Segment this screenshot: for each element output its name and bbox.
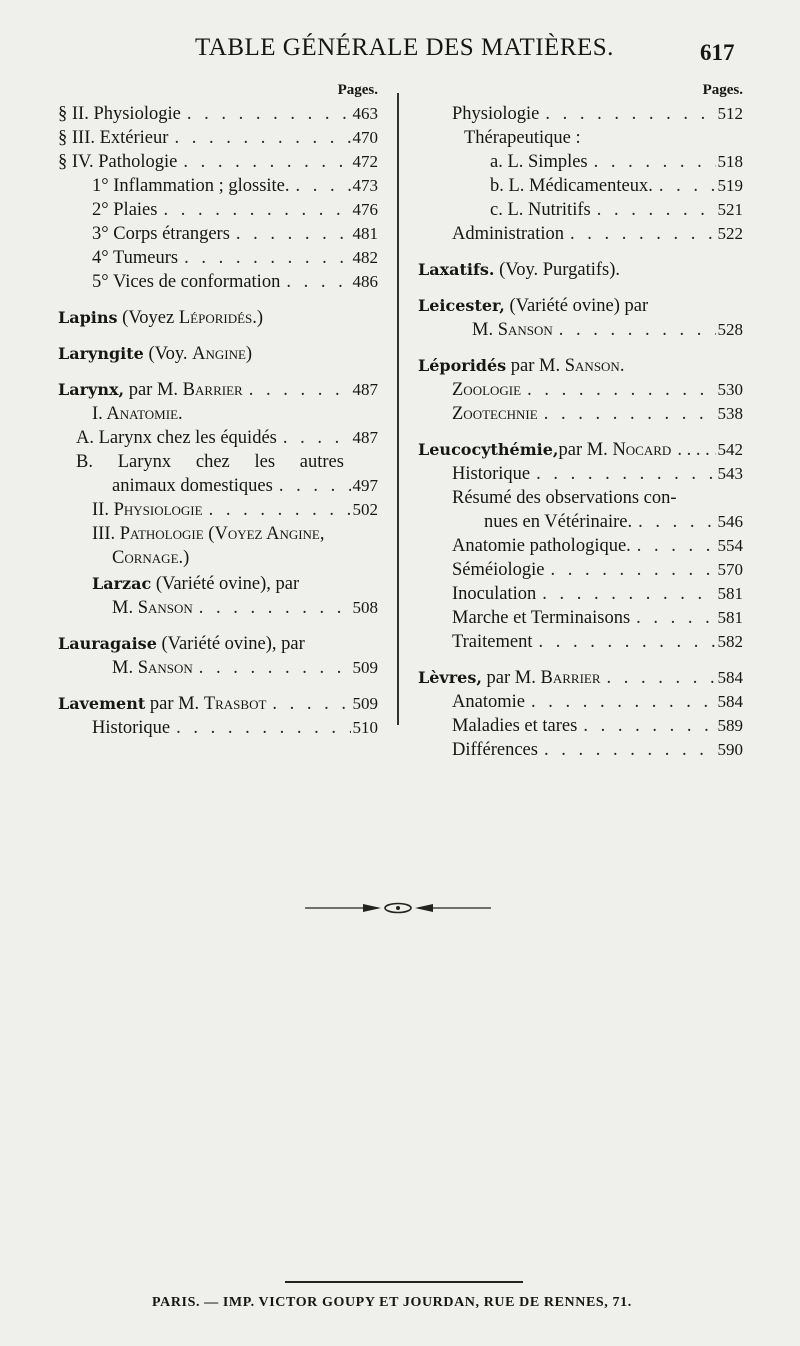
toc-row: Marche et Terminaisons . . . 581 — [418, 606, 743, 630]
toc-row: 1° Inflammation ; glossite. . . . 473 — [58, 174, 378, 198]
column-divider — [397, 93, 399, 725]
toc-row: III. Pathologie (Voyez Angine, — [92, 524, 325, 544]
toc-row: Physiologie . . . 512 — [418, 102, 743, 126]
toc-row: Résumé des observations con- — [452, 488, 677, 508]
toc-row: A. Larynx chez les équidés . . . 487 — [58, 426, 378, 450]
page-title: TABLE GÉNÉRALE DES MATIÈRES. — [195, 34, 614, 61]
toc-row: Séméiologie . . . 570 — [418, 558, 743, 582]
toc-row: Administration . . . 522 — [418, 222, 743, 246]
toc-row: nues en Vétérinaire. . . . 546 — [418, 510, 743, 534]
toc-row: Anatomie pathologique. . . . 554 — [418, 534, 743, 558]
toc-row: § III. Extérieur . . . 470 — [58, 126, 378, 150]
toc-row: a. L. Simples . . . 518 — [418, 150, 743, 174]
toc-row: Maladies et tares . . . 589 — [418, 714, 743, 738]
toc-row: § IV. Pathologie . . . 472 — [58, 150, 378, 174]
toc-row: 2° Plaies . . . 476 — [58, 198, 378, 222]
toc-row: Anatomie . . . 584 — [418, 690, 743, 714]
toc-row: B. Larynx chez les autres — [76, 452, 344, 472]
toc-row: M. Sanson . . . 509 — [58, 656, 378, 680]
toc-row: II. Physiologie . . . 502 — [58, 498, 378, 522]
pages-label-left: Pages. — [337, 82, 378, 98]
page-number: 617 — [700, 40, 735, 65]
toc-row: Inoculation . . . 581 — [418, 582, 743, 606]
toc-row: Historique . . . 510 — [58, 716, 378, 740]
toc-row: Thérapeutique : — [464, 128, 581, 148]
left-column — [58, 82, 378, 740]
printer-imprint: PARIS. — IMP. VICTOR GOUPY ET JOURDAN, RUE DE RENNES, 71. — [152, 1295, 632, 1310]
toc-row: b. L. Médicamenteux. . . . 519 — [418, 174, 743, 198]
entry-leporides: Léporidés par M. Sanson. — [418, 356, 625, 376]
toc-row: M. Sanson . . . 508 — [58, 596, 378, 620]
toc-row: § II. Physiologie . . . 463 — [58, 102, 378, 126]
entry-laryngite: Laryngite (Voy. Angine) — [58, 344, 253, 364]
toc-row: I. Anatomie. — [92, 404, 183, 424]
toc-row: 5° Vices de conformation . . . 486 — [58, 270, 378, 294]
toc-row: M. Sanson . . . 528 — [418, 318, 743, 342]
toc-row: Zoologie . . . 530 — [418, 378, 743, 402]
toc-row: Traitement . . . 582 — [418, 630, 743, 654]
toc-row: c. L. Nutritifs . . . 521 — [418, 198, 743, 222]
entry-larynx: Larynx, par M. Barrier . . . 487 — [58, 378, 378, 402]
entry-leicester: Leicester, (Variété ovine) par — [418, 296, 649, 316]
entry-leucocythemie: Leucocythémie,par M. Nocard . . . 542 — [418, 438, 743, 462]
entry-lauragaise: Lauragaise (Variété ovine), par — [58, 634, 305, 654]
ornament-divider — [303, 898, 493, 918]
right-column — [418, 82, 743, 762]
toc-row: 3° Corps étrangers . . . 481 — [58, 222, 378, 246]
toc-row: Différences . . . 590 — [418, 738, 743, 762]
entry-lavement: Lavement par M. Trasbot . . . 509 — [58, 692, 378, 716]
toc-row: Cornage.) — [112, 548, 190, 568]
toc-row: Historique . . . 543 — [418, 462, 743, 486]
entry-levres: Lèvres, par M. Barrier . . . 584 — [418, 666, 743, 690]
toc-row: animaux domestiques . . . 497 — [58, 474, 378, 498]
toc-row: Zootechnie . . . 538 — [418, 402, 743, 426]
pages-label-right: Pages. — [702, 82, 743, 98]
footer-rule — [285, 1281, 523, 1283]
entry-laxatifs: Laxatifs. (Voy. Purgatifs). — [418, 260, 621, 280]
entry-lapins: Lapins (Voyez Léporidés.) — [58, 308, 264, 328]
entry-larzac: Larzac (Variété ovine), par — [92, 574, 300, 594]
toc-row: 4° Tumeurs . . . 482 — [58, 246, 378, 270]
